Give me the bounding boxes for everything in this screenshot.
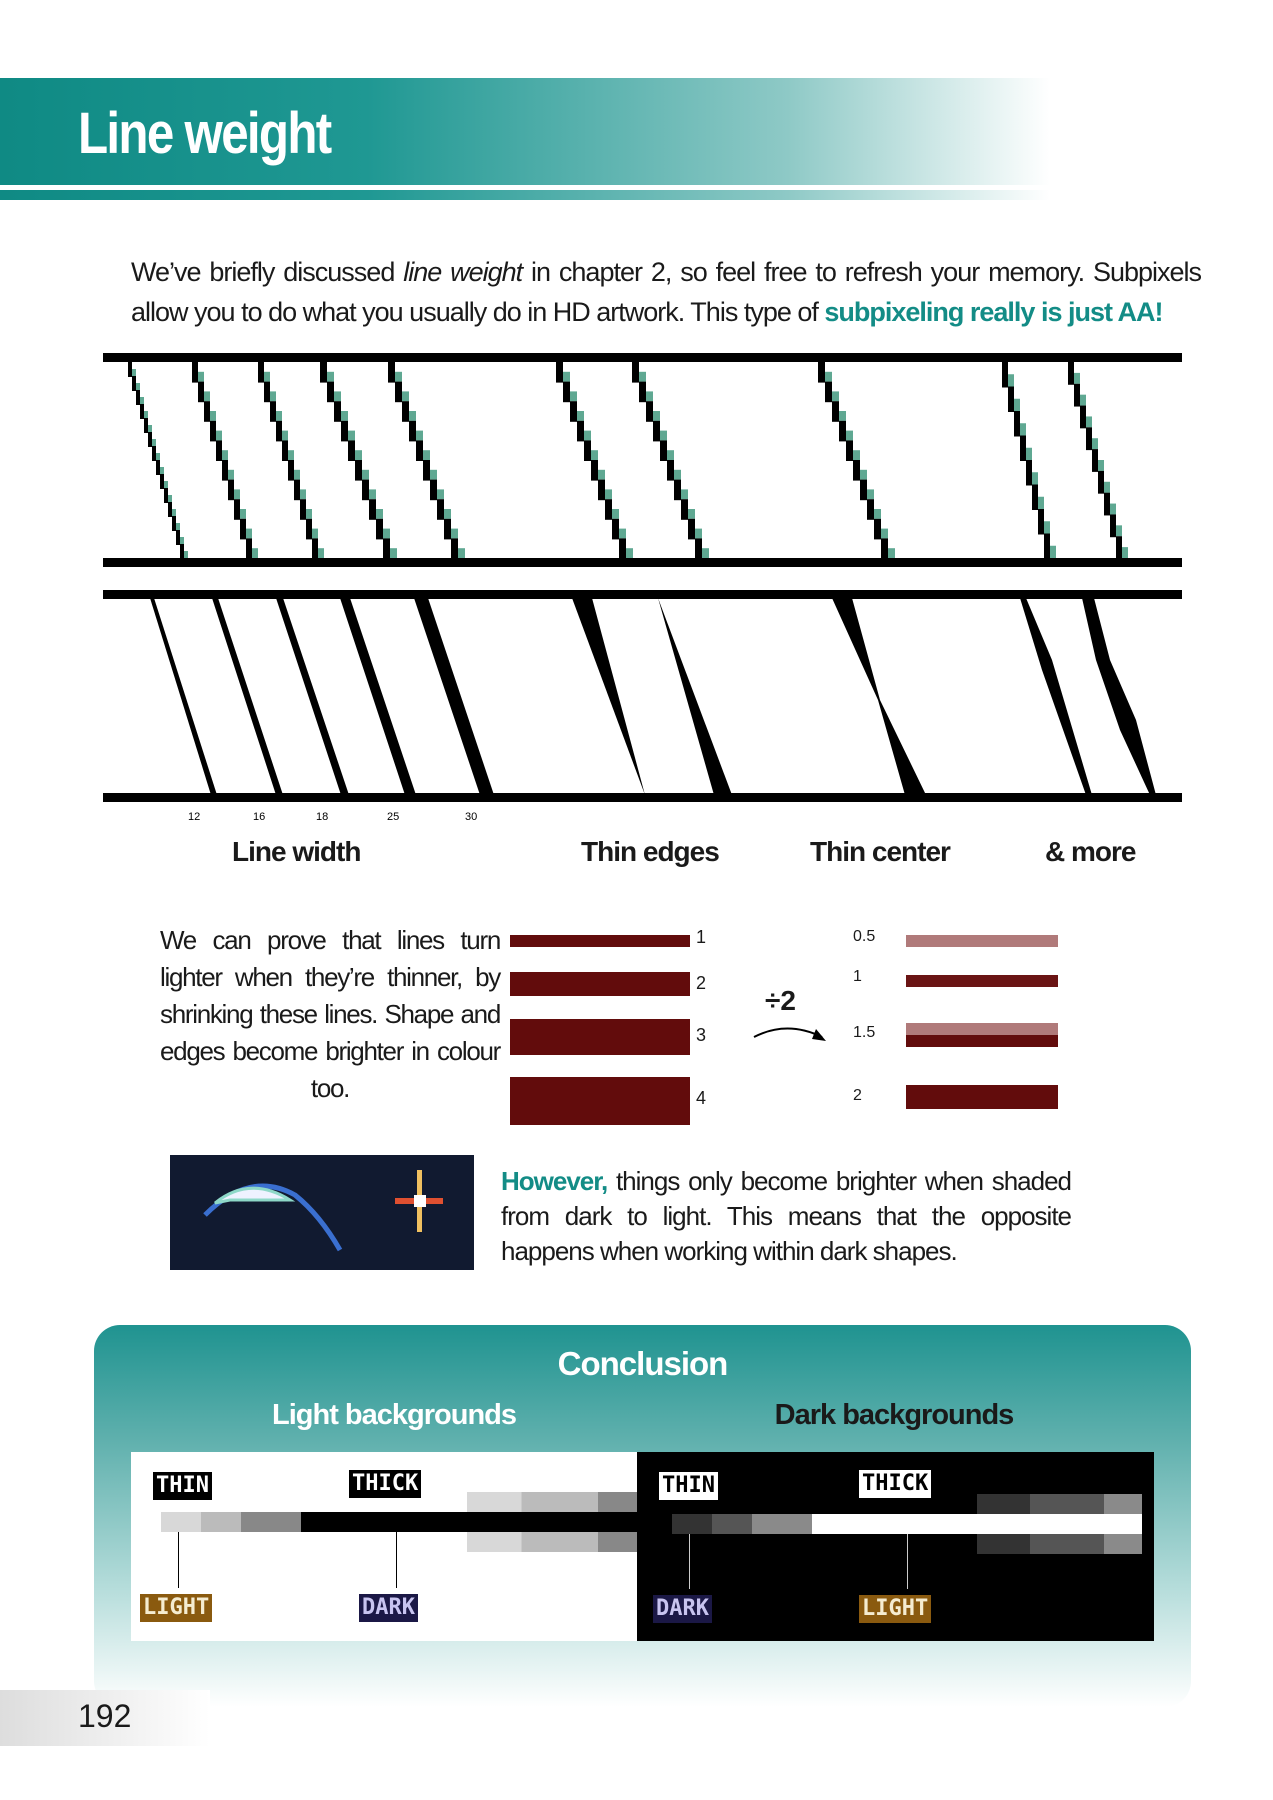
pixel xyxy=(444,519,451,540)
pixel xyxy=(164,488,168,503)
aa-pixel xyxy=(653,411,660,421)
box-bottom-rule xyxy=(103,793,1182,802)
pixel xyxy=(1098,471,1104,494)
aa-pixel xyxy=(383,529,390,539)
aa-pixel xyxy=(252,548,258,558)
pixel xyxy=(846,440,853,461)
however-highlight: However, xyxy=(501,1166,608,1196)
pixel xyxy=(598,480,605,501)
pixel xyxy=(1044,534,1050,560)
bar-label: 1 xyxy=(696,927,707,947)
aa-pixel xyxy=(702,548,709,558)
aa-pixel xyxy=(234,489,240,499)
pixel xyxy=(591,460,598,481)
pixel xyxy=(276,421,282,442)
aa-pixel xyxy=(881,529,888,539)
width-tick: 25 xyxy=(387,811,400,823)
intro-highlight: subpixeling really is just AA! xyxy=(824,297,1163,327)
dark-panel xyxy=(637,1452,1154,1641)
however-text: things only become brighter when shaded from dark to light. This means that the opposite happens when working within dark shapes. xyxy=(501,1166,1071,1266)
aa-pixel xyxy=(210,411,216,421)
thin-tag: THIN xyxy=(659,1472,718,1500)
pixel xyxy=(881,538,888,559)
aa-pixel xyxy=(867,489,874,499)
pixel xyxy=(327,382,334,403)
dark-result-tag: DARK xyxy=(653,1595,712,1623)
pixel xyxy=(334,401,341,422)
aa-pixel xyxy=(156,453,160,460)
aa-pixel xyxy=(228,470,234,480)
pixel xyxy=(1008,387,1014,413)
bar-label: 1 xyxy=(853,968,862,985)
bar-label: 2 xyxy=(696,973,707,993)
width-tick: 16 xyxy=(253,811,266,823)
aa-pixel xyxy=(176,523,180,530)
aa-pixel xyxy=(860,470,867,480)
aa-pixel xyxy=(853,450,860,460)
aa-pixel xyxy=(318,548,324,558)
line-12 xyxy=(150,598,217,795)
pixel xyxy=(355,460,362,481)
aa-pixel xyxy=(184,551,188,558)
pixel xyxy=(320,362,327,383)
pixel xyxy=(198,382,204,403)
aa-pixel xyxy=(294,470,300,480)
pixel xyxy=(1110,514,1116,537)
width-tick: 12 xyxy=(188,811,201,823)
pixel xyxy=(556,362,563,383)
pixel xyxy=(369,499,376,520)
pixel xyxy=(228,480,234,501)
aa-pixel xyxy=(204,391,210,401)
page-number: 192 xyxy=(0,1690,210,1746)
aa-pixel xyxy=(1014,399,1020,411)
width-tick: 30 xyxy=(465,811,478,823)
pixel xyxy=(1002,362,1008,388)
more-1 xyxy=(1020,598,1092,795)
pixel xyxy=(192,362,198,383)
aa-pixel xyxy=(132,369,136,376)
pixel xyxy=(860,480,867,501)
pixel xyxy=(234,499,240,520)
pixel xyxy=(1104,493,1110,516)
light-panel xyxy=(131,1452,637,1641)
aa-pixel xyxy=(437,489,444,499)
aa-pixel xyxy=(376,509,383,519)
aa-pixel xyxy=(688,509,695,519)
aa-pixel xyxy=(591,450,598,460)
divide-label: ÷2 xyxy=(765,985,796,1016)
pixel xyxy=(216,440,222,461)
thin-edge-1 xyxy=(572,598,645,795)
line-25 xyxy=(340,598,416,795)
pixel xyxy=(1074,384,1080,407)
pixel xyxy=(144,418,148,433)
vector-lines xyxy=(150,598,1156,795)
aa-pixel xyxy=(646,391,653,401)
aa-pixel xyxy=(160,467,164,474)
thick-tag: THICK xyxy=(859,1470,931,1498)
aa-pixel xyxy=(270,391,276,401)
pixel xyxy=(180,544,184,559)
pixel xyxy=(639,382,646,403)
pixel xyxy=(695,538,702,559)
pixel xyxy=(1068,362,1074,385)
aa-pixel xyxy=(348,431,355,441)
aa-pixel xyxy=(674,470,681,480)
aa-pixel xyxy=(1026,448,1032,460)
thin-tag: THIN xyxy=(153,1472,212,1500)
aa-pixel xyxy=(1044,521,1050,533)
pixel xyxy=(1038,509,1044,535)
intro-text: We’ve briefly discussed xyxy=(131,257,404,287)
mid-rule xyxy=(103,558,1182,567)
label-line-width: Line width xyxy=(232,836,361,867)
aa-pixel xyxy=(355,450,362,460)
aa-pixel xyxy=(416,431,423,441)
bar-label: 3 xyxy=(696,1025,707,1045)
pixel xyxy=(383,538,390,559)
pixel xyxy=(667,460,674,481)
prove-paragraph: We can prove that lines turn lighter when they’re thinner, by shrinking these lines. Shape and edges become brighter in colour too. xyxy=(160,925,500,1103)
pixel xyxy=(288,460,294,481)
aa-pixel xyxy=(395,372,402,382)
aa-pixel xyxy=(888,548,895,558)
more-2 xyxy=(1082,598,1156,795)
label-thin-edges: Thin edges xyxy=(581,836,719,867)
pixel xyxy=(1086,427,1092,450)
aa-pixel xyxy=(451,529,458,539)
aa-pixel xyxy=(839,411,846,421)
pixel xyxy=(1026,460,1032,486)
pixel xyxy=(632,362,639,383)
line-18 xyxy=(276,598,349,795)
pixel xyxy=(660,440,667,461)
aa-pixel xyxy=(832,391,839,401)
top-rule xyxy=(103,353,1182,362)
pixel xyxy=(1020,436,1026,462)
aa-pixel xyxy=(222,450,228,460)
pixel xyxy=(867,499,874,520)
pixel xyxy=(563,382,570,403)
bar-label: 4 xyxy=(696,1088,707,1108)
intro-text-2: in chapter 2, so feel free to refresh your memory. Subpixels allow you to do what you usually do in HD artwork. This type of xyxy=(131,257,1202,327)
aa-pixel xyxy=(1116,525,1122,536)
intro-italic: line weight xyxy=(403,257,523,287)
pixel xyxy=(246,538,252,559)
aa-pixel xyxy=(598,470,605,480)
pixel xyxy=(172,516,176,531)
aa-pixel xyxy=(667,450,674,460)
aa-pixel xyxy=(570,391,577,401)
pixel xyxy=(210,421,216,442)
aa-pixel xyxy=(846,431,853,441)
however-paragraph xyxy=(501,1164,1071,1269)
aa-pixel xyxy=(144,411,148,418)
light-result-tag: LIGHT xyxy=(140,1594,212,1622)
aa-pixel xyxy=(246,529,252,539)
aa-pixel xyxy=(1008,374,1014,386)
pixel xyxy=(832,401,839,422)
aa-pixel xyxy=(1080,395,1086,406)
pixel xyxy=(853,460,860,481)
pixel xyxy=(1014,411,1020,437)
aa-pixel xyxy=(423,450,430,460)
aa-pixel xyxy=(282,431,288,441)
aa-pixel xyxy=(1074,373,1080,384)
pixel xyxy=(348,440,355,461)
pixel xyxy=(612,519,619,540)
pixel xyxy=(584,440,591,461)
dark-result-tag: DARK xyxy=(359,1594,418,1622)
aa-pixel xyxy=(312,529,318,539)
pixel xyxy=(605,499,612,520)
aa-pixel xyxy=(1020,423,1026,435)
aa-pixel xyxy=(825,372,832,382)
aa-pixel xyxy=(288,450,294,460)
pixel xyxy=(423,460,430,481)
aa-pixel xyxy=(240,509,246,519)
pixel xyxy=(160,474,164,489)
aa-pixel xyxy=(577,411,584,421)
dark-shape-example xyxy=(170,1155,474,1270)
pixel xyxy=(402,401,409,422)
pixel xyxy=(688,519,695,540)
aa-pixel xyxy=(136,383,140,390)
pixel xyxy=(570,401,577,422)
width-tick: 18 xyxy=(316,811,329,823)
pixel xyxy=(825,382,832,403)
aa-pixel xyxy=(164,481,168,488)
aa-pixel xyxy=(1092,438,1098,449)
bar-label: 2 xyxy=(853,1087,862,1104)
arrow-icon xyxy=(752,1015,832,1045)
aa-pixel xyxy=(172,509,176,516)
pixel-lines xyxy=(128,362,1128,559)
pixel xyxy=(451,538,458,559)
pixel xyxy=(136,390,140,405)
pixel xyxy=(128,362,132,377)
pixel xyxy=(140,404,144,419)
pixel xyxy=(312,538,318,559)
pixel xyxy=(176,530,180,545)
bar-label: 1.5 xyxy=(853,1024,876,1041)
line-16 xyxy=(212,598,283,795)
line-weight-diagram xyxy=(0,0,1273,830)
aa-pixel xyxy=(695,529,702,539)
aa-pixel xyxy=(1104,482,1110,493)
pixel xyxy=(388,362,395,383)
pixel xyxy=(282,440,288,461)
aa-pixel xyxy=(327,372,334,382)
light-bg-title: Light backgrounds xyxy=(272,1399,516,1431)
aa-pixel xyxy=(444,509,451,519)
pixel xyxy=(148,432,152,447)
aa-pixel xyxy=(1110,504,1116,515)
pixel xyxy=(430,480,437,501)
box-top-rule xyxy=(103,590,1182,599)
aa-pixel xyxy=(216,431,222,441)
label-thin-center: Thin center xyxy=(810,836,950,867)
thin-edge-2 xyxy=(658,598,732,795)
aa-pixel xyxy=(140,397,144,404)
aa-pixel xyxy=(660,431,667,441)
bar-label: 0.5 xyxy=(853,928,876,945)
aa-pixel xyxy=(264,372,270,382)
aa-pixel xyxy=(300,489,306,499)
aa-pixel xyxy=(626,548,633,558)
light-result-tag: LIGHT xyxy=(859,1595,931,1623)
aa-pixel xyxy=(362,470,369,480)
pixel xyxy=(306,519,312,540)
pixel xyxy=(646,401,653,422)
pixel xyxy=(619,538,626,559)
aa-pixel xyxy=(390,548,397,558)
aa-pixel xyxy=(402,391,409,401)
aa-pixel xyxy=(619,529,626,539)
pixel xyxy=(1032,485,1038,511)
aa-pixel xyxy=(341,411,348,421)
pixel xyxy=(409,421,416,442)
thick-tag: THICK xyxy=(349,1470,421,1498)
pixel xyxy=(152,446,156,461)
aa-pixel xyxy=(1038,497,1044,509)
aa-pixel xyxy=(148,425,152,432)
pixel xyxy=(1092,449,1098,472)
aa-pixel xyxy=(306,509,312,519)
pixel xyxy=(874,519,881,540)
pixel xyxy=(132,376,136,391)
pixel xyxy=(839,421,846,442)
conclusion-box xyxy=(94,1325,1191,1707)
aa-pixel xyxy=(1050,546,1056,558)
aa-pixel xyxy=(874,509,881,519)
pixel xyxy=(204,401,210,422)
thin-center xyxy=(832,598,926,795)
aa-pixel xyxy=(276,411,282,421)
pixel xyxy=(376,519,383,540)
aa-pixel xyxy=(563,372,570,382)
pixel xyxy=(341,421,348,442)
aa-pixel xyxy=(198,372,204,382)
aa-pixel xyxy=(180,537,184,544)
pixel xyxy=(362,480,369,501)
pixel xyxy=(294,480,300,501)
conclusion-title: Conclusion xyxy=(557,1345,728,1382)
aa-pixel xyxy=(369,489,376,499)
pixel xyxy=(240,519,246,540)
pixel xyxy=(270,401,276,422)
aa-pixel xyxy=(639,372,646,382)
page-title: Line weight xyxy=(78,101,331,166)
label-more: & more xyxy=(1045,836,1136,867)
pixel xyxy=(818,362,825,383)
pixel xyxy=(577,421,584,442)
pixel xyxy=(264,382,270,403)
line-30 xyxy=(414,598,494,795)
pixel xyxy=(168,502,172,517)
aa-pixel xyxy=(1122,547,1128,558)
pixel xyxy=(653,421,660,442)
aa-pixel xyxy=(1086,416,1092,427)
aa-pixel xyxy=(1032,472,1038,484)
pixel xyxy=(416,440,423,461)
pixel xyxy=(156,460,160,475)
pixel xyxy=(300,499,306,520)
pixel xyxy=(681,499,688,520)
aa-pixel xyxy=(430,470,437,480)
aa-pixel xyxy=(1098,460,1104,471)
pixel xyxy=(1080,406,1086,429)
pixel xyxy=(222,460,228,481)
pixel xyxy=(258,362,264,383)
aa-pixel xyxy=(681,489,688,499)
pixel xyxy=(1116,536,1122,559)
pixel xyxy=(437,499,444,520)
aa-pixel xyxy=(605,489,612,499)
pixel xyxy=(674,480,681,501)
aa-pixel xyxy=(584,431,591,441)
dark-bg-title: Dark backgrounds xyxy=(774,1399,1014,1431)
aa-pixel xyxy=(409,411,416,421)
aa-pixel xyxy=(612,509,619,519)
aa-pixel xyxy=(168,495,172,502)
aa-pixel xyxy=(458,548,465,558)
pixel xyxy=(395,382,402,403)
aa-pixel xyxy=(334,391,341,401)
aa-pixel xyxy=(152,439,156,446)
